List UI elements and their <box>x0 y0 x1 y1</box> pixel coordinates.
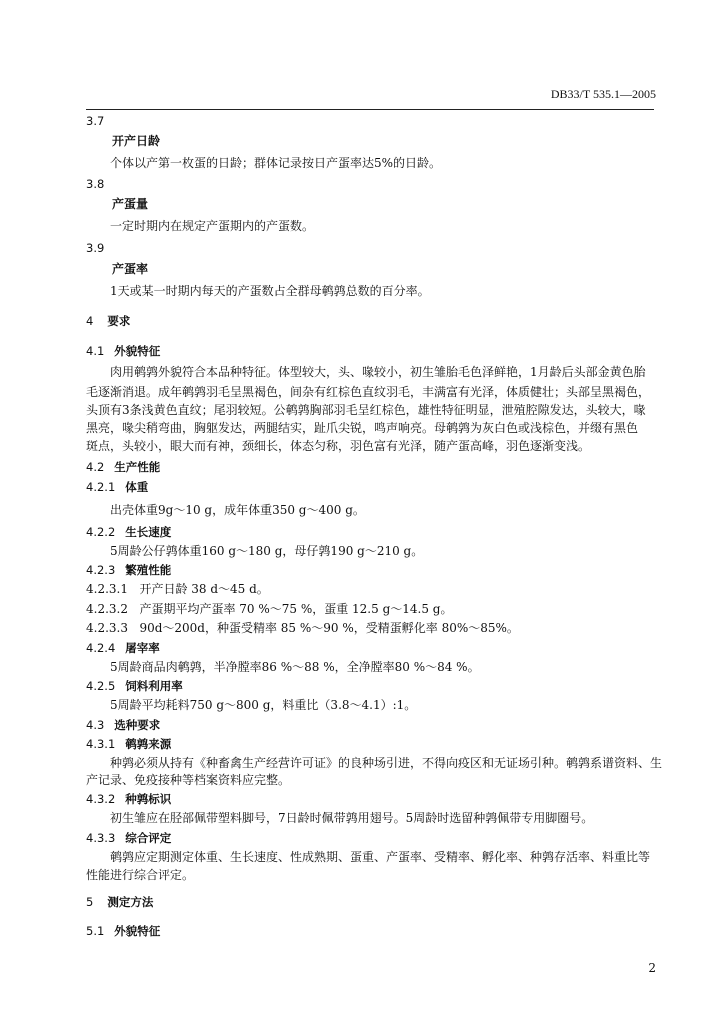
paragraph-line: 5周龄公仔鹑体重160 g～180 g，母仔鹑190 g～210 g。 <box>110 544 424 558</box>
section-heading <box>86 524 171 540</box>
term-number: 3.8 <box>86 177 105 191</box>
section-number: 5.1 <box>86 924 105 938</box>
section-heading <box>86 562 171 578</box>
section-title: 测定方法 <box>107 895 154 909</box>
section-title: 外貌特征 <box>114 924 161 938</box>
section-title: 繁殖性能 <box>125 563 172 577</box>
paragraph-line: 头顶有3条浅黄色直纹；尾羽较短。公鹌鹑胸部羽毛呈红棕色，雄性特征明显，泄殖腔隙发达，头较大，喙 <box>86 403 646 417</box>
section-heading <box>86 736 171 752</box>
section-heading <box>86 678 183 694</box>
term-title: 产蛋率 <box>112 262 149 276</box>
item-text: 90d～200d，种蛋受精率 85 %～90 %，受精蛋孵化率 80%～85%。 <box>139 621 519 635</box>
paragraph-line: 出壳体重9g～10 g，成年体重350 g～400 g。 <box>110 503 365 517</box>
section-heading <box>86 479 148 495</box>
section-title: 生产性能 <box>114 460 161 474</box>
section-number: 4.2 <box>86 460 105 474</box>
section-title: 综合评定 <box>125 831 172 845</box>
term-definition: 个体以产第一枚蛋的日龄；群体记录按日产蛋率达5%的日龄。 <box>110 156 442 170</box>
item-text: 开产日龄 38 d～45 d。 <box>139 582 269 596</box>
term-number: 3.9 <box>86 241 105 255</box>
section-title: 体重 <box>125 480 149 494</box>
item-number: 4.2.3.3 <box>86 621 128 635</box>
term-title: 开产日龄 <box>112 134 161 148</box>
section-number: 4.2.3 <box>86 563 116 577</box>
item-text: 产蛋期平均产蛋率 70 %～75 %，蛋重 12.5 g～14.5 g。 <box>139 602 453 616</box>
paragraph-line: 种鹑必须从持有《种畜禽生产经营许可证》的良种场引进，不得向疫区和无证场引种。鹌鹑系谱资料、生 <box>110 756 663 770</box>
section-title: 饲料利用率 <box>125 679 183 693</box>
section-heading <box>86 640 160 656</box>
term-definition: 一定时期内在规定产蛋期内的产蛋数。 <box>110 219 315 233</box>
item-number: 4.2.3.1 <box>86 582 128 596</box>
section-heading <box>86 791 171 807</box>
page-number: 2 <box>648 961 656 975</box>
paragraph-line: 5周龄商品肉鹌鹑，半净膛率86 %～88 %，全净膛率80 %～84 %。 <box>110 660 480 674</box>
paragraph-line: 黑亮，喙尖稍弯曲，胸躯发达，两腿结实，趾爪尖锐，鸣声响亮。母鹌鹑为灰白色或浅棕色，并缀有黑色 <box>86 421 639 435</box>
section-heading <box>86 343 160 359</box>
section-heading <box>86 459 160 475</box>
paragraph-line: 毛逐渐消退。成年鹌鹑羽毛呈黑褐色，间杂有红棕色直纹羽毛，丰满富有光泽，体质健壮；头部呈黑褐色， <box>86 385 651 399</box>
paragraph-line: 鹌鹑应定期测定体重、生长速度、性成熟期、蛋重、产蛋率、受精率、孵化率、种鹑存活率、料重比等 <box>110 850 651 864</box>
section-number: 4.3.2 <box>86 792 116 806</box>
section-heading <box>86 894 153 910</box>
section-title: 生长速度 <box>125 525 172 539</box>
term-number: 3.7 <box>86 114 105 128</box>
section-number: 4.3.1 <box>86 737 116 751</box>
section-title: 外貌特征 <box>114 344 161 358</box>
list-item <box>86 601 452 617</box>
term-definition: 1天或某一时期内每天的产蛋数占全群母鹌鹑总数的百分率。 <box>110 284 430 298</box>
paragraph-line: 斑点，头较小，眼大而有神，颈细长，体态匀称，羽色富有光泽，随产蛋高峰，羽色逐渐变浅。 <box>86 439 591 453</box>
list-item <box>86 581 269 597</box>
paragraph-line: 初生雏应在胫部佩带塑料脚号，7日龄时佩带鹑用翅号。5周龄时选留种鹑佩带专用脚圈号。 <box>110 811 594 825</box>
list-item <box>86 620 519 636</box>
section-number: 4.3 <box>86 718 105 732</box>
section-heading <box>86 923 160 939</box>
section-title: 鹌鹑来源 <box>125 737 172 751</box>
section-heading <box>86 313 130 329</box>
paragraph-line: 产记录、免疫接种等档案资料应完整。 <box>86 773 291 787</box>
section-number: 5 <box>86 895 94 909</box>
section-heading <box>86 717 160 733</box>
section-number: 4.1 <box>86 344 105 358</box>
section-heading <box>86 830 171 846</box>
section-number: 4 <box>86 314 94 328</box>
section-number: 4.2.2 <box>86 525 116 539</box>
paragraph-line: 性能进行综合评定。 <box>86 868 195 882</box>
item-number: 4.2.3.2 <box>86 602 128 616</box>
header-rule <box>86 109 654 110</box>
paragraph-line: 5周龄平均耗料750 g～800 g，料重比（3.8～4.1）:1。 <box>110 698 417 712</box>
section-title: 选种要求 <box>114 718 161 732</box>
paragraph-line: 肉用鹌鹑外貌符合本品种特征。体型较大，头、喙较小，初生雏胎毛色泽鲜艳，1月龄后头部金黄色胎 <box>110 365 646 379</box>
section-number: 4.2.5 <box>86 679 116 693</box>
term-title: 产蛋量 <box>112 197 149 211</box>
section-number: 4.3.3 <box>86 831 116 845</box>
standard-code: DB33/T 535.1—2005 <box>550 87 656 101</box>
section-title: 要求 <box>107 314 131 328</box>
section-title: 种鹑标识 <box>125 792 172 806</box>
section-number: 4.2.1 <box>86 480 116 494</box>
section-title: 屠宰率 <box>125 641 160 655</box>
section-number: 4.2.4 <box>86 641 116 655</box>
